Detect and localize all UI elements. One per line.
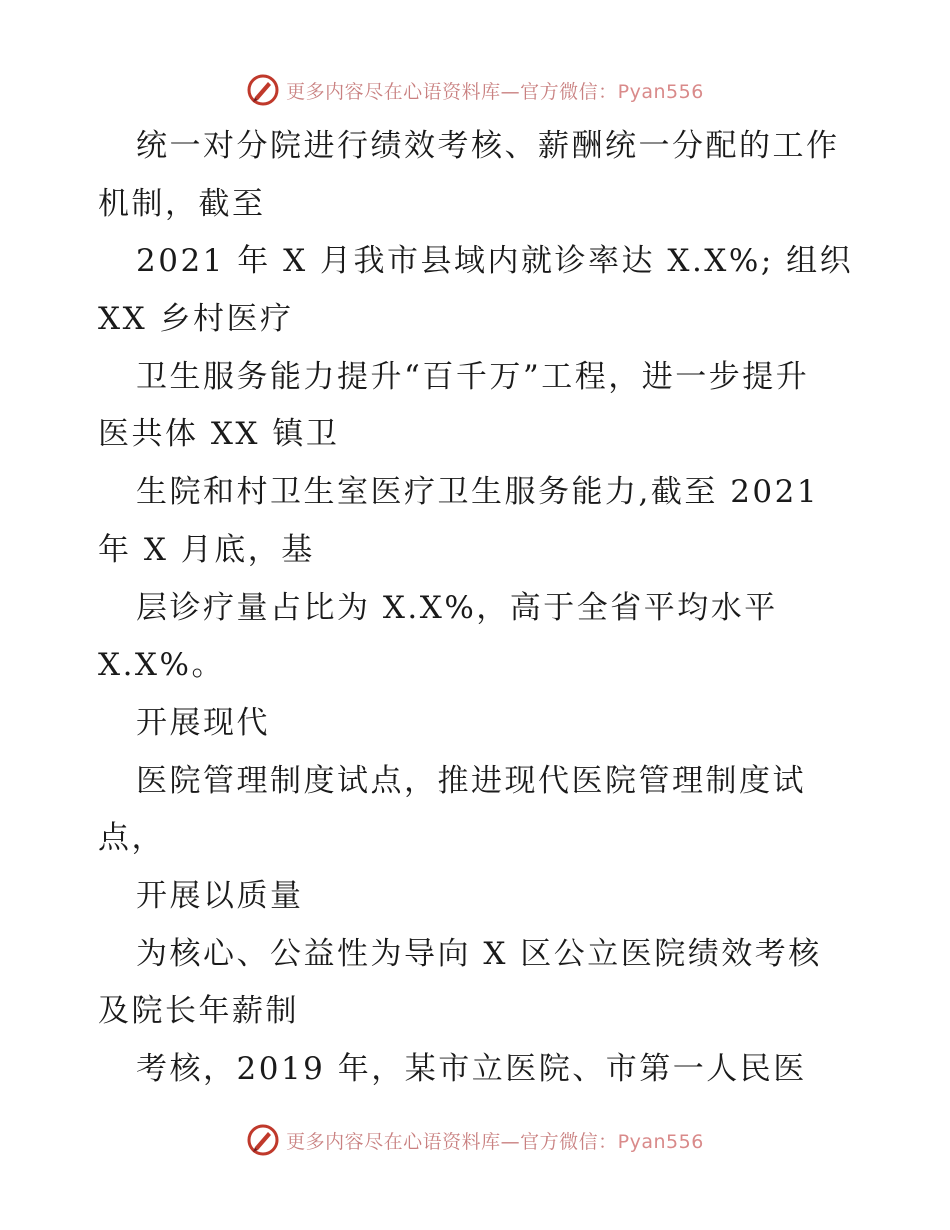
text-line: 考核，2019 年，某市立医院、市第一人民医 (136, 1051, 807, 1087)
text-line: 及院长年薪制 (98, 993, 299, 1030)
text-line: XX 乡村医疗 (98, 301, 294, 338)
text-line: 2021 年 X 月我市县域内就诊率达 X.X%; 组织 (136, 243, 854, 280)
text-line: 统一对分院进行绩效考核、薪酬统一分配的工作 (136, 128, 840, 164)
watermark-handle: Pyan556 (617, 80, 704, 103)
watermark-handle: Pyan556 (617, 1130, 704, 1153)
watermark-text: 更多内容尽在心语资料库—官方微信：Pyan556 (286, 1130, 704, 1153)
text-line: 为核心、公益性为导向 X 区公立医院绩效考核 (136, 935, 822, 972)
header-watermark (0, 70, 950, 110)
document-body (98, 118, 858, 1099)
text-line: 点， (98, 820, 165, 857)
text-line: 生院和村卫生室医疗卫生服务能力,截至 2021 (136, 474, 820, 511)
text-line: 医共体 XX 镇卫 (98, 416, 340, 453)
text-line: 卫生服务能力提升“百千万”工程，进一步提升 (136, 358, 810, 395)
text-line: 开展现代 (136, 704, 270, 741)
pen-logo-icon (246, 1123, 280, 1157)
text-line: 医院管理制度试点，推进现代医院管理制度试 (136, 762, 806, 799)
text-line: 开展以质量 (136, 877, 304, 914)
pen-logo-icon (246, 73, 280, 107)
footer-watermark (0, 1120, 950, 1160)
text-line: 机制，截至 (98, 185, 266, 222)
text-line: 层诊疗量占比为 X.X%，高于全省平均水平 (136, 589, 778, 626)
text-line: X.X%。 (98, 647, 225, 684)
watermark-text: 更多内容尽在心语资料库—官方微信：Pyan556 (286, 80, 704, 103)
text-line: 年 X 月底，基 (98, 531, 315, 568)
